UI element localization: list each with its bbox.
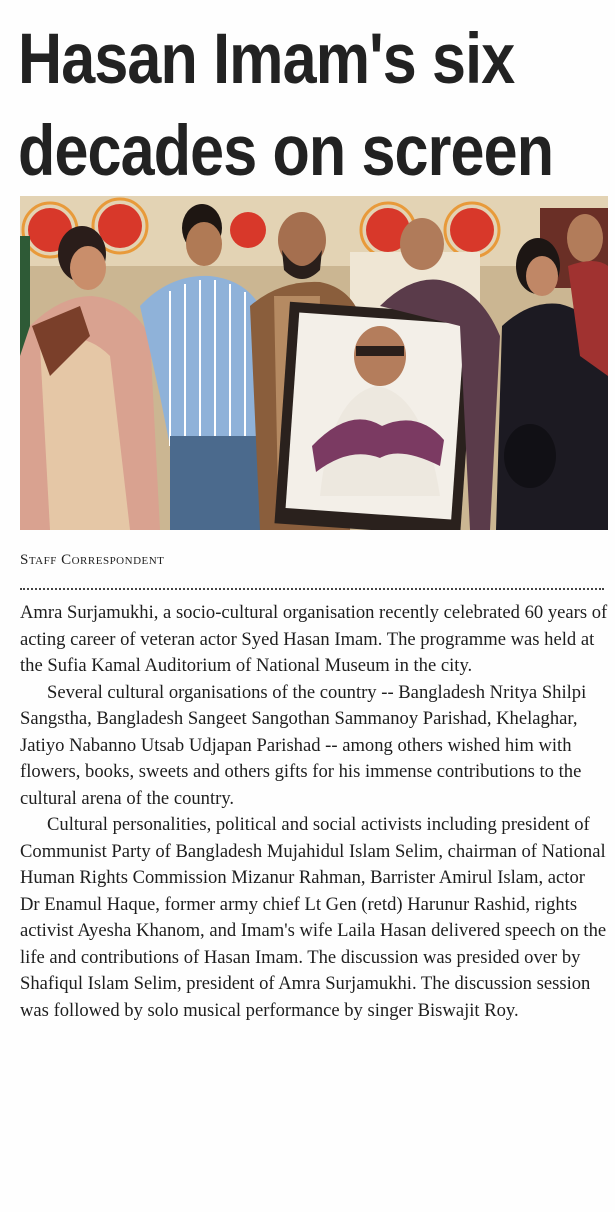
paragraph: Several cultural organisations of the country -- Bangladesh Nritya Shilpi Sangstha, Bangladesh Sangeet Sangothan Sammanoy Parishad, Khelaghar, Jatiyo Nabanno Utsab Udjapan Parishad -- among others wished him with flowers, books, sweets and others gifts for his immense contributions to the cultural arena of the country. [20,681,587,809]
headline-line-2: decades on screen [18,112,554,191]
headline-line-1: Hasan Imam's six [18,20,515,99]
framed-portrait [274,302,475,530]
paragraph: Cultural personalities, political and social activists including president of Communist Party of Bangladesh Mujahidul Islam Selim, chairman of National Human Rights Commission Mizanur Rahman, Barrister Amirul Islam, actor Dr Enamul Haque, former army chief Lt Gen (retd) Harunur Rashid, rights activist Ayesha Khanom, and Imam's wife Laila Hasan delivered speech on the life and contributions of Hasan Imam. The discussion was presided over by Shafiqul Islam Selim, president of Amra Surjamukhi. The discussion session was followed by solo musical performance by singer Biswajit Roy. [20,814,607,1021]
byline: Staff Correspondent [20,552,165,568]
event-photo [20,196,608,530]
paragraph: Amra Surjamukhi, a socio-cultural organisation recently celebrated 60 years of acting career of veteran actor Syed Hasan Imam. The programme was held at the Sufia Kamal Auditorium of National Museum in the city. [20,602,608,676]
dotted-divider [20,588,604,590]
article-body [20,600,608,1024]
headline [18,14,554,198]
